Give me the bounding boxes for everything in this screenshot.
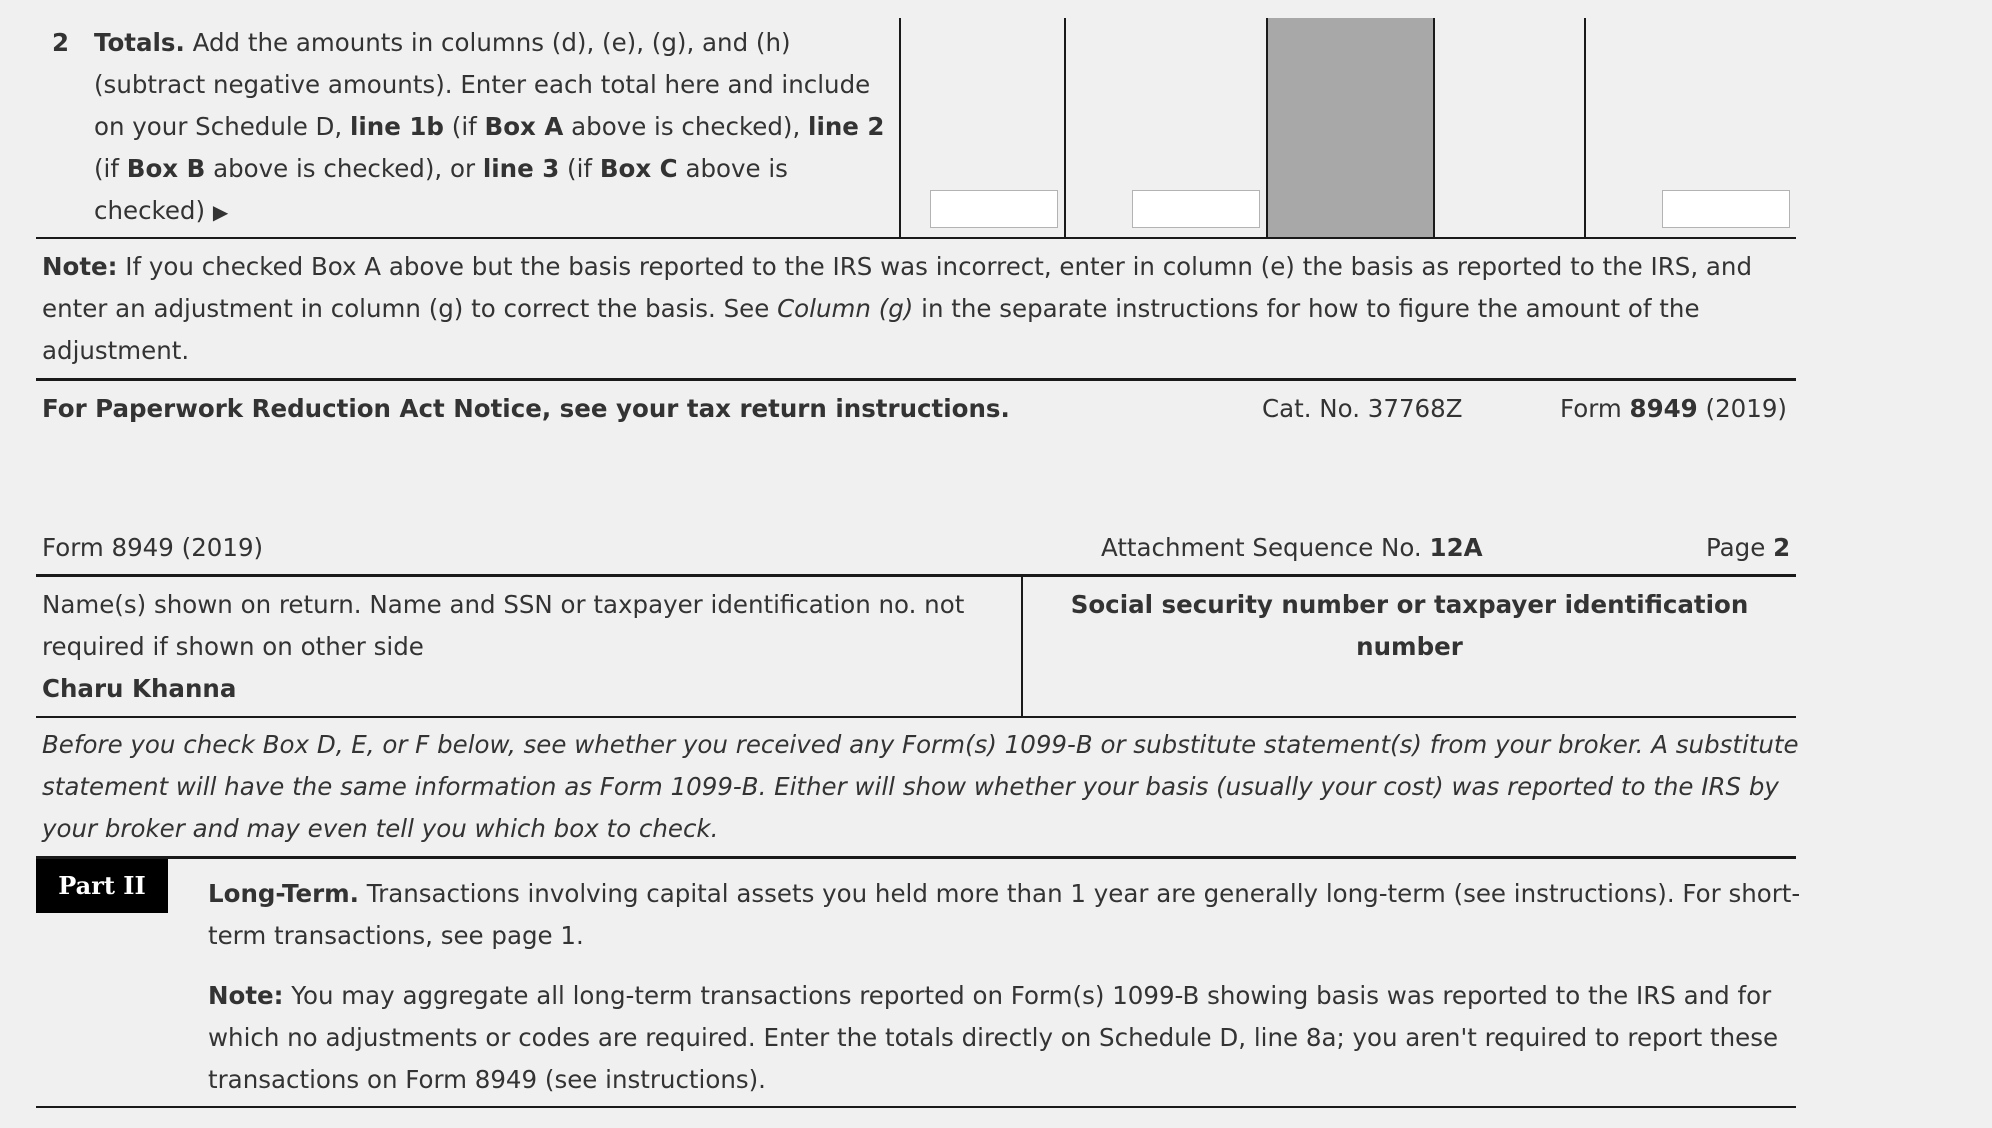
page-number: 2 [1773, 533, 1791, 562]
note-text-1: If you checked Box A above but the basis reported to the IRS was incorrect, enter in column (e) the basis as reported to the IRS, and [125, 252, 1752, 281]
ssn-label-2: number [1356, 632, 1463, 661]
totals-line-1 [94, 22, 791, 64]
totals-line-5 [94, 190, 228, 233]
totals-title: Totals. [94, 28, 185, 57]
name-label-2: required if shown on other side [42, 632, 424, 661]
part-2-text-1: Transactions involving capital assets you held more than 1 year are generally long-term (see instructions). For short- [366, 879, 1801, 908]
column-divider [899, 18, 901, 238]
column-divider [1584, 18, 1586, 238]
column-divider [1433, 18, 1435, 238]
part-2-line-2: term transactions, see page 1. [208, 921, 584, 950]
totals-text-4b: Box B [126, 154, 206, 183]
taxpayer-name[interactable]: Charu Khanna [42, 674, 237, 703]
arrow-right-icon: ▶ [212, 200, 229, 224]
part-2-note-line-2: which no adjustments or codes are required. Enter the totals directly on Schedule D, line 8a; you aren't required to report these [208, 1023, 1779, 1052]
divider-thick [36, 574, 1796, 577]
totals-text-3d: Box A [484, 112, 564, 141]
note-line-3: adjustment. [42, 336, 190, 365]
totals-text-3a: on your Schedule D, [94, 112, 350, 141]
total-cost-basis-input[interactable] [1132, 190, 1260, 228]
divider [36, 716, 1796, 718]
form-number: 8949 [1629, 394, 1698, 423]
totals-line-2 [94, 64, 870, 106]
part-2-title: Long-Term. [208, 879, 359, 908]
divider [36, 237, 1796, 239]
totals-line-4 [94, 148, 788, 190]
totals-text-3c: (if [443, 112, 485, 141]
divider-thick [36, 378, 1796, 381]
note-line-2 [42, 288, 1700, 330]
totals-text-4a: (if [94, 154, 127, 183]
line-number: 2 [52, 28, 70, 57]
totals-text-4f: Box C [599, 154, 678, 183]
paperwork-notice: For Paperwork Reduction Act Notice, see your tax return instructions. [42, 394, 1010, 423]
page-indicator [1706, 527, 1790, 569]
column-divider [1064, 18, 1066, 238]
totals-text-4d: line 3 [482, 154, 560, 183]
totals-text-2: (subtract negative amounts). Enter each total here and include [94, 70, 871, 99]
note-text-2b: Column (g) [777, 294, 914, 323]
part-2-note-line-1 [208, 975, 1771, 1017]
divider [36, 1106, 1796, 1108]
attachment-seq-number: 12A [1429, 533, 1483, 562]
totals-text-4g: above is [677, 154, 788, 183]
shaded-column-g [1266, 18, 1434, 238]
broker-text-3: your broker and may even tell you which box to check. [42, 814, 719, 843]
form-prefix: Form [1560, 394, 1630, 423]
totals-text-4e: (if [559, 154, 600, 183]
total-proceeds-input[interactable] [930, 190, 1058, 228]
totals-text-3b: line 1b [350, 112, 444, 141]
form-year: (2019) [1697, 394, 1787, 423]
totals-line-3 [94, 106, 884, 148]
part-2-note-text-1: You may aggregate all long-term transactions reported on Form(s) 1099-B showing basis was reported to the IRS and for [291, 981, 1772, 1010]
note-label: Note: [42, 252, 118, 281]
totals-text-4c: above is checked), or [205, 154, 483, 183]
total-gain-loss-input[interactable] [1662, 190, 1790, 228]
note-line-1 [42, 246, 1752, 288]
form-title: Form 8949 (2019) [42, 533, 264, 562]
broker-text-2: statement will have the same information as Form 1099-B. Either will show whether your basis (usually your cost) was reported to the IRS by [42, 772, 1779, 801]
totals-text-3e: above is checked), [563, 112, 809, 141]
note-text-2a: enter an adjustment in column (g) to correct the basis. See [42, 294, 778, 323]
attachment-prefix: Attachment Sequence No. [1101, 533, 1430, 562]
part-2-note-label: Note: [208, 981, 284, 1010]
part-2-tag: Part II [36, 859, 168, 913]
cat-number: Cat. No. 37768Z [1262, 394, 1463, 423]
part-2-line-1 [208, 873, 1800, 915]
name-label-1: Name(s) shown on return. Name and SSN or taxpayer identification no. not [42, 590, 965, 619]
note-text-2c: in the separate instructions for how to figure the amount of the [913, 294, 1700, 323]
column-divider [1266, 18, 1268, 238]
divider-thick [36, 856, 1796, 859]
broker-text-1: Before you check Box D, E, or F below, see whether you received any Form(s) 1099-B or substitute statement(s) from your broker. A substitute [42, 730, 1799, 759]
totals-text-5: checked) [94, 196, 206, 225]
ssn-label-1: Social security number or taxpayer identification [1070, 590, 1749, 619]
attachment-sequence [1101, 527, 1483, 569]
totals-text-1: Add the amounts in columns (d), (e), (g), and (h) [192, 28, 791, 57]
part-2-note-line-3: transactions on Form 8949 (see instructions). [208, 1065, 766, 1094]
page-prefix: Page [1706, 533, 1774, 562]
form-label [1560, 388, 1787, 430]
totals-text-3f: line 2 [808, 112, 885, 141]
